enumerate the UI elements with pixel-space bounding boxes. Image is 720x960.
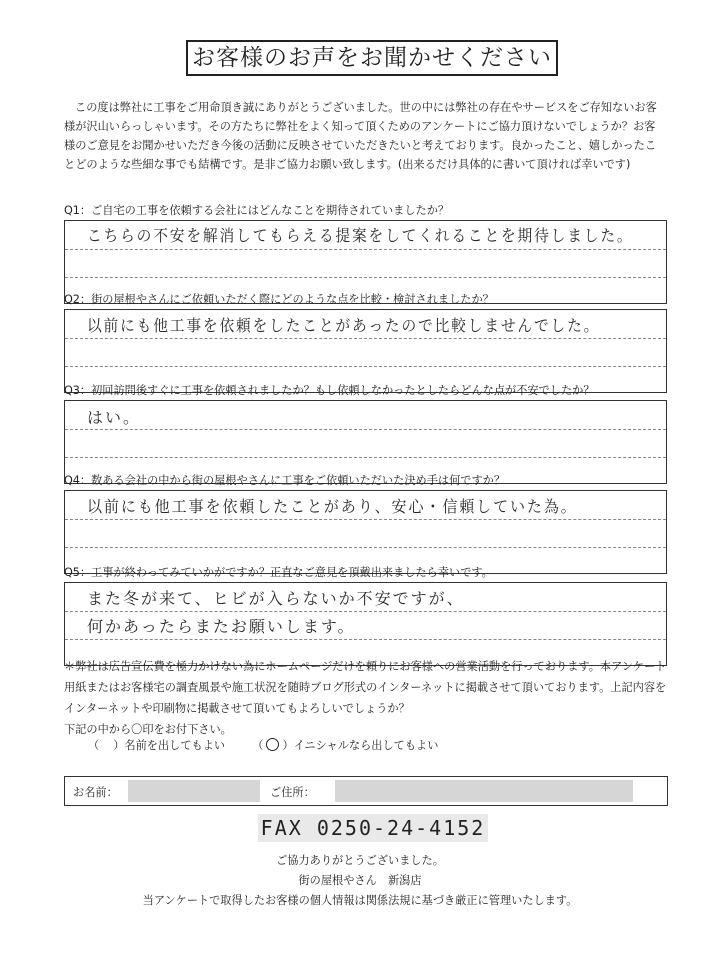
answer-box-1[interactable] [64,220,667,304]
consent-note-text: ＊弊社は広告宣伝費を極力かけない為にホームページだけを頼りにお客様への営業活動を行っております。本アンケート用紙またはお客様宅の調査風景や施工状況を随時ブログ形式のインターネットに掲載させて頂いております。上記内容をインターネットや印刷物に掲載させて頂いてもよろしいでしょうか？ [64,660,667,715]
consent-options [88,737,438,755]
address-label: ご住所： [270,786,315,799]
ruled-line [65,338,666,339]
handwritten-answer-5-line-2: 何かあったらまたお願いします。 [87,617,356,636]
option-initials-ok[interactable]: （ ）イニシャルなら出してもよい [252,739,439,752]
ruled-line [65,639,666,640]
question-2-label: Q2：街の屋根やさんにご依頼いただく際にどのような点を比較・検討されましたか？ [64,293,494,306]
handwritten-answer-5-line-1: また冬が来て、ヒビが入らないか不安ですが、 [87,589,465,608]
ruled-line [65,366,666,367]
intro-paragraph: この度は弊社に工事をご用命頂き誠にありがとうございました。世の中には弊社の存在やサービスをご存知ないお客様が沢山いらっしゃいます。その方たちに弊社をよく知って頂くためのアンケートにご協力頂けないでしょうか？お客様のご意見をお聞かせいただき今後の活動に反映させていただきたいと考えております。良かったこと、嬉しかったことどのような些細な事でも結構です。是非ご協力お願い致します。(出来るだけ具体的に書いて頂ければ幸いです) [64,101,657,171]
answer-box-4[interactable] [64,490,667,574]
option-initials-ok-label: イニシャルなら出してもよい [293,739,439,752]
ruled-line [65,519,666,520]
thanks-text: ご協力ありがとうございました。 [276,854,444,867]
contact-fields [64,776,668,806]
handwritten-answer-4: 以前にも他工事を依頼したことがあり、安心・信頼していた為。 [87,497,578,516]
answer-box-2[interactable] [64,309,667,393]
circle-instruction: 下記の中から〇印をお付下さい。 [64,723,232,736]
handwritten-answer-2: 以前にも他工事を依頼をしたことがあったので比較しませんでした。 [87,316,601,335]
publication-consent-note [64,656,674,740]
question-4-label: Q4：数ある会社の中から街の屋根やさんに工事をご依頼いただいた決め手は何ですか？ [64,474,506,487]
privacy-notice: 当アンケートで取得したお客様の個人情報は関係法規に基づき厳正に管理いたします。 [142,894,578,907]
option-name-ok[interactable]: （ ）名前を出してもよい [88,739,226,752]
question-5-label: Q5：工事が終わってみていかがですか？正直なご意見を頂戴出来ましたら幸いです。 [64,566,493,579]
page-title: お客様のお声をお聞かせください [186,40,558,76]
address-field-redacted[interactable] [335,780,633,802]
option-name-ok-label: 名前を出してもよい [124,739,226,752]
handwritten-answer-3: はい。 [87,408,142,427]
company-name: 街の屋根やさん 新潟店 [298,874,422,887]
question-1-label: Q1：ご自宅の工事を依頼する会社にはどんなことを期待されていましたか？ [64,204,450,217]
fax-number: FAX 0250-24-4152 [258,814,488,842]
ruled-line [65,547,666,548]
question-3-label: Q3：初回訪問後すぐに工事を依頼されましたか？もし依頼しなかったとしたらどんな点が不安でしたか？ [64,384,595,397]
ruled-line [65,611,666,612]
ruled-line [65,457,666,458]
ruled-line [65,277,666,278]
answer-box-3[interactable] [64,400,667,484]
name-field-redacted[interactable] [128,780,260,802]
handwritten-answer-1: こちらの不安を解消してもらえる提案をしてくれることを期待しました。 [87,226,634,245]
answer-box-5[interactable] [64,582,667,666]
selected-circle-mark [266,738,279,751]
ruled-line [65,429,666,430]
name-label: お名前： [73,786,118,799]
ruled-line [65,249,666,250]
